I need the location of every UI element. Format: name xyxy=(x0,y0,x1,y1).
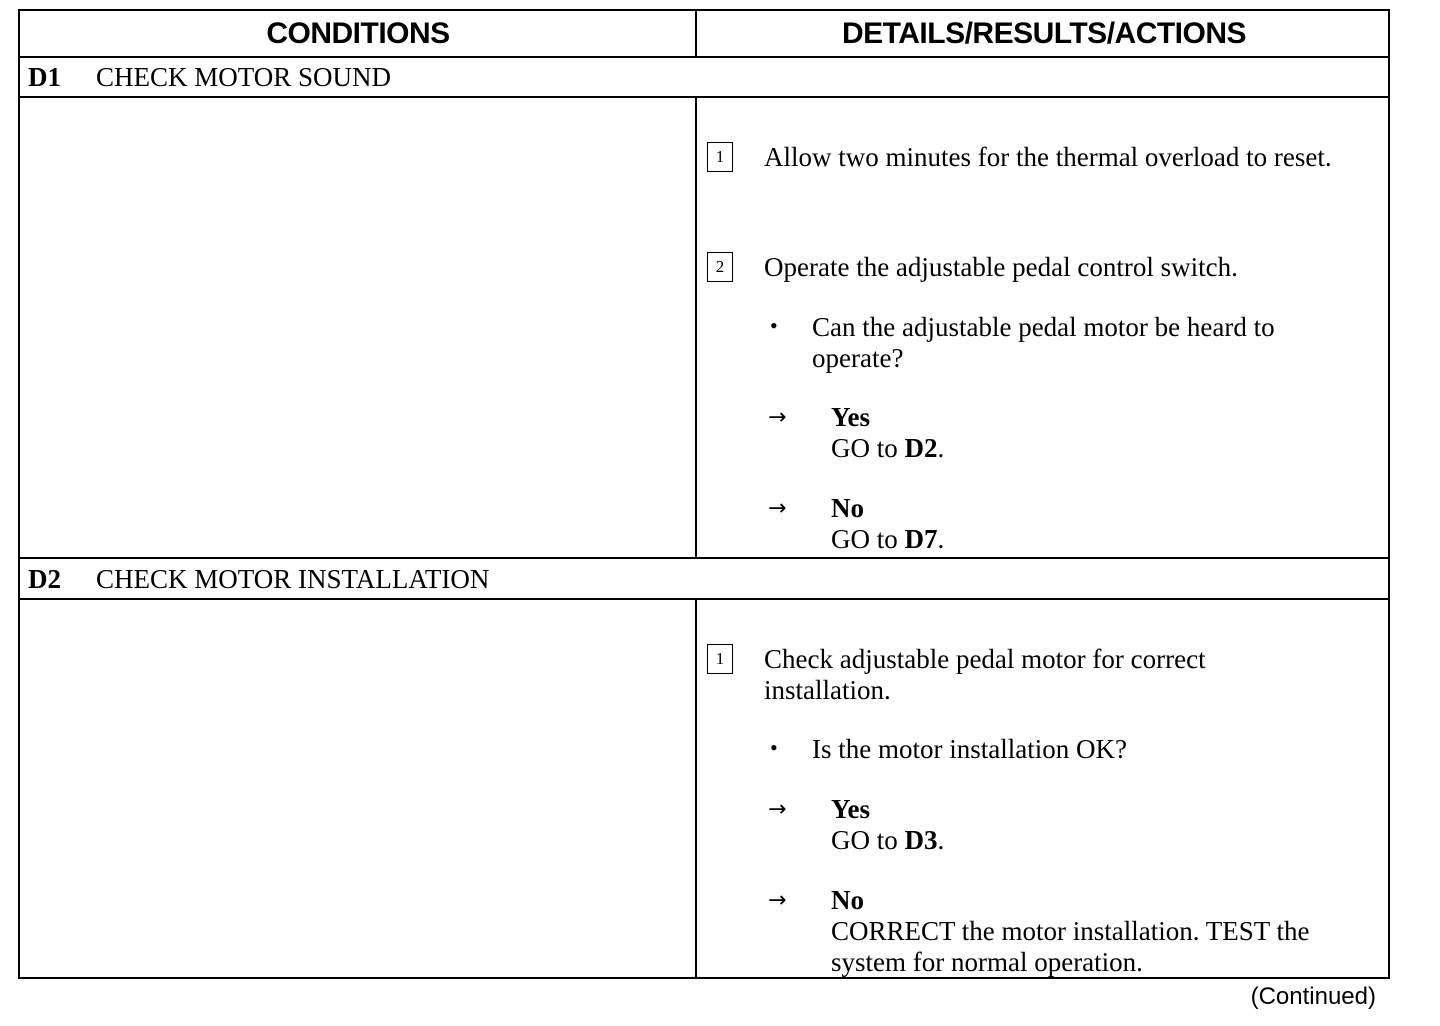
answer-yes: Yes GO to D2. xyxy=(831,402,1371,464)
details-header: DETAILS/RESULTS/ACTIONS xyxy=(841,17,1247,50)
divider xyxy=(20,557,1388,559)
answer-action: GO to xyxy=(831,433,905,463)
step-number-box: 2 xyxy=(707,252,733,282)
section-name: CHECK MOTOR SOUND xyxy=(96,62,392,92)
step-text: Allow two minutes for the thermal overload to reset. xyxy=(764,142,1332,172)
answer-action: CORRECT the motor installation. TEST the system for normal operation. xyxy=(831,916,1310,977)
divider xyxy=(20,598,1388,600)
answer-no: No GO to D7. xyxy=(831,493,1371,555)
section-id: D1 xyxy=(28,62,61,92)
section-title-d2 xyxy=(28,560,489,598)
continued-note: (Continued) xyxy=(1250,983,1376,1010)
arrow-right-icon: → xyxy=(768,496,787,521)
answer-ref: D2 xyxy=(904,433,938,463)
arrow-right-icon: → xyxy=(768,797,787,822)
bullet: • xyxy=(770,735,778,760)
answer-label: Yes xyxy=(831,794,870,824)
question-text: Is the motor installation OK? xyxy=(812,734,1127,764)
step-text: Operate the adjustable pedal control switch. xyxy=(764,252,1238,282)
answer-yes: Yes GO to D3. xyxy=(831,794,1371,856)
answer-label: No xyxy=(831,493,864,523)
column-divider xyxy=(695,96,697,557)
column-divider xyxy=(695,598,697,979)
step-text: Check adjustable pedal motor for correct installation. xyxy=(764,644,1206,705)
answer-action: GO to xyxy=(831,524,905,554)
section-title-d1 xyxy=(28,58,391,96)
answer-label: No xyxy=(831,885,864,915)
step-number-box: 1 xyxy=(707,142,733,172)
answer-ref: D3 xyxy=(904,825,938,855)
arrow-right-icon: → xyxy=(768,405,787,430)
column-divider xyxy=(695,11,697,56)
section-name: CHECK MOTOR INSTALLATION xyxy=(96,564,490,594)
arrow-right-icon: → xyxy=(768,888,787,913)
answer-label: Yes xyxy=(831,402,870,432)
answer-no xyxy=(831,885,1371,978)
diagnostic-table xyxy=(18,9,1390,979)
bullet: • xyxy=(770,313,778,338)
question-text: Can the adjustable pedal motor be heard to operate? xyxy=(812,312,1275,373)
conditions-header: CONDITIONS xyxy=(266,17,450,50)
divider xyxy=(20,96,1388,98)
section-id: D2 xyxy=(28,564,61,594)
answer-ref: D7 xyxy=(904,524,938,554)
step-number-box: 1 xyxy=(707,644,733,674)
answer-action: GO to xyxy=(831,825,905,855)
